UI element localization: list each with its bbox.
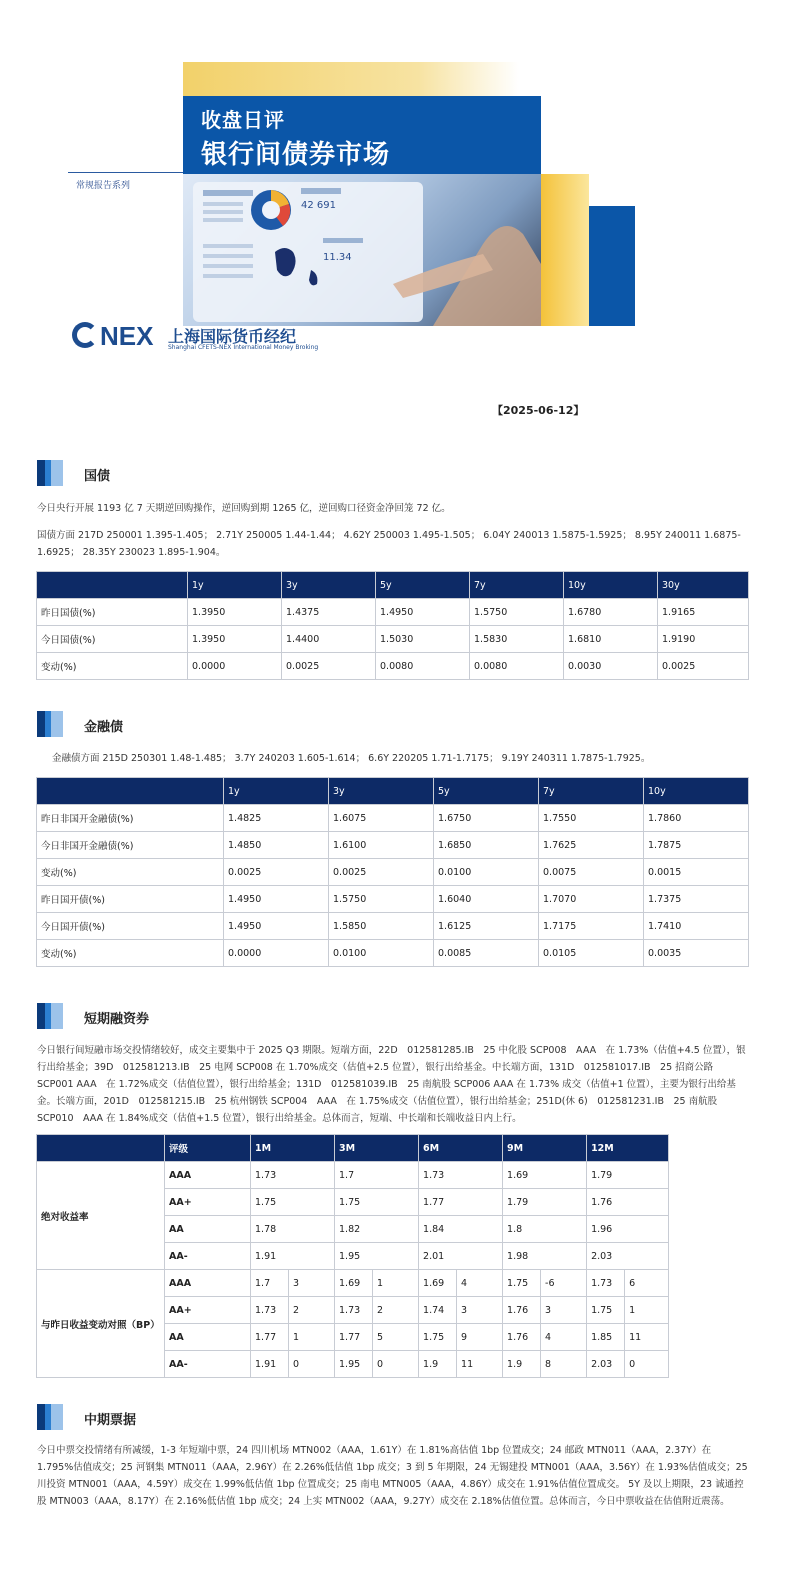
table-header-cell: 1y [188,572,282,599]
table-cell: 1.91 [251,1243,335,1270]
govt-bond-yield-table [36,571,749,680]
table-header-cell: 10y [564,572,658,599]
table-cell: 今日非国开金融债(%) [37,832,224,859]
table-cell: -6 [541,1270,587,1297]
svg-text:11.34: 11.34 [323,252,352,263]
rating-cell: AA [165,1216,251,1243]
table-cell: 1.4375 [282,599,376,626]
table-cell: 3 [541,1297,587,1324]
table-cell: 变动(%) [37,940,224,967]
nex-logo-icon [72,322,98,348]
table-cell: 1.73 [251,1297,289,1324]
table-cell: 1.6075 [329,805,434,832]
section-bar-icon [37,711,63,737]
mtn-commentary: 今日中票交投情绪有所减缓，1-3 年短端中票，24 四川机场 MTN002（AAA，1.61Y）在 1.81%高估值 1bp 位置成交；24 邮政 MTN011（AAA，2.37Y）在 1.795%估值成交；25 河钢集 MTN011（AAA，2.96Y）在 2.26%低估值 1bp 成交；3 到 5 年期限，24 无锡建投 MTN001（AAA，3.56Y）在 1.93%估值成交；25 川投资 MTN001（AAA，4.59Y）成交在 1.99%低估值 1bp 位置成交；25 南电 MTN005（AAA，4.86Y）成交在 1.91%估值位置成交。 5Y 及以上期限，23 诚通控股 MTN003（AAA，8.17Y）在 2.16%低估值 1bp 成交；24 上实 MTN002（AAA，9.27Y）成交在 2.18%估值位置。总体而言，今日中票收益在估值附近震荡。 [37,1445,748,1507]
table-header-cell: 5y [376,572,470,599]
table-cell: 1.7860 [644,805,749,832]
table-cell: 11 [457,1351,503,1378]
govt-bond-summary: 今日央行开展 1193 亿 7 天期逆回购操作，逆回购到期 1265 亿，逆回购口径资金净回笼 72 亿。 [37,503,451,514]
table-row [37,913,749,940]
table-cell: 1.75 [335,1189,419,1216]
table-cell: 今日国开债(%) [37,913,224,940]
table-cell: 2 [289,1297,335,1324]
table-header-cell: 1y [224,778,329,805]
company-name-en: Shanghai CFETS-NEX International Money Broking [168,344,319,351]
table-header-cell: 3M [335,1135,419,1162]
table-header-cell: 1M [251,1135,335,1162]
table-cell: 1.98 [503,1243,587,1270]
table-row [37,940,749,967]
table-cell: 0.0100 [329,940,434,967]
table-cell: 1.7070 [539,886,644,913]
table-cell: 8 [541,1351,587,1378]
table-header-cell [37,778,224,805]
table-cell: 1.6750 [434,805,539,832]
table-cell: 1.75 [587,1297,625,1324]
table-cell: 1.79 [587,1162,669,1189]
table-cell: 1.69 [503,1162,587,1189]
table-cell: 1.7625 [539,832,644,859]
report-date: 【2025-06-12】 [492,404,585,417]
financial-bond-yield-table [36,777,749,967]
table-header-cell [37,1135,165,1162]
cover-blue-accent [589,206,635,326]
table-cell: 1.6850 [434,832,539,859]
table-cell: 1.69 [335,1270,373,1297]
table-cell: 0.0030 [564,653,658,680]
table-cell: 1.7410 [644,913,749,940]
table-cell: 0.0025 [282,653,376,680]
group-label-absolute-yield: 绝对收益率 [37,1162,165,1270]
table-cell: 1.74 [419,1297,457,1324]
table-cell: 1.4400 [282,626,376,653]
section-bar-icon [37,1404,63,1430]
table-cell: 1.4950 [224,886,329,913]
table-cell: 2.03 [587,1351,625,1378]
table-cell: 2.03 [587,1243,669,1270]
table-cell: 1.9165 [658,599,749,626]
table-cell: 1.4825 [224,805,329,832]
table-cell: 昨日国债(%) [37,599,188,626]
table-cell: 0.0085 [434,940,539,967]
short-term-bill-commentary: 今日银行间短融市场交投情绪较好，成交主要集中于 2025 Q3 期限。短端方面，22D 012581285.IB 25 中化股 SCP008 AAA 在 1.73%（估值+4.5 位置），银行出给基金；39D 012581213.IB 25 电网 SCP008 在 1.70%成交（估值+2.5 位置），银行出给基金。中长端方面，131D 012581017.IB 25 招商公路 SCP001 AAA 在 1.72%成交（估值位置），银行出给基金；131D 012581039.IB 25 南航股 SCP006 AAA 在 1.73% 成交（估值+1 位置），主要为银行出给基金。长端方面，201D 012581215.IB 25 杭州钢铁 SCP004 AAA 在 1.75%成交（估值位置），银行出给基金；251D(休 6) 012581231.IB 25 南航股 SCP010 AAA 在 1.84%成交（估值+1.5 位置），银行出给基金。总体而言，短端、中长端和长端收益日内上行。 [37,1045,746,1124]
table-cell: 1.96 [587,1216,669,1243]
table-row [37,805,749,832]
table-cell: 11 [625,1324,669,1351]
table-cell: 0 [625,1351,669,1378]
table-header-cell: 7y [539,778,644,805]
table-cell: 1.75 [419,1324,457,1351]
table-cell: 1.84 [419,1216,503,1243]
table-cell: 1.6810 [564,626,658,653]
cover-title-line2: 银行间债券市场 [201,140,391,170]
company-name-cn: 上海国际货币经纪 [168,327,297,346]
table-cell: 1.7175 [539,913,644,940]
table-cell: 1.9190 [658,626,749,653]
table-cell: 1.76 [503,1297,541,1324]
table-row [37,653,749,680]
table-cell: 1.3950 [188,626,282,653]
table-cell: 0.0000 [224,940,329,967]
table-cell: 2 [373,1297,419,1324]
table-cell: 3 [289,1270,335,1297]
table-cell: 1.4850 [224,832,329,859]
cover-yellow-band [183,62,519,96]
table-cell: 1.77 [335,1324,373,1351]
rating-cell: AAA [165,1162,251,1189]
table-cell: 1.6040 [434,886,539,913]
table-cell: 1.6780 [564,599,658,626]
table-row [37,599,749,626]
table-cell: 1.79 [503,1189,587,1216]
table-header-cell: 7y [470,572,564,599]
table-cell: 1.91 [251,1351,289,1378]
table-header-cell: 30y [658,572,749,599]
table-cell: 1.76 [587,1189,669,1216]
section-title-financial-bonds: 金融债 [84,720,124,735]
table-cell: 1.69 [419,1270,457,1297]
table-cell: 1.85 [587,1324,625,1351]
rating-cell: AA- [165,1351,251,1378]
table-cell: 1.5750 [470,599,564,626]
cover-series-label: 常规报告系列 [76,181,131,191]
cover-tablet-photo [183,174,541,326]
table-cell: 0.0080 [470,653,564,680]
table-cell: 0.0105 [539,940,644,967]
table-cell: 1.95 [335,1243,419,1270]
table-cell: 1 [625,1297,669,1324]
table-cell: 今日国债(%) [37,626,188,653]
section-title-mtn: 中期票据 [84,1413,137,1428]
section-bar-icon [37,1003,63,1029]
table-cell: 1.9 [503,1351,541,1378]
govt-bond-quotes: 国债方面 217D 250001 1.395-1.405； 2.71Y 250005 1.44-1.44； 4.62Y 250003 1.495-1.505； 6.04Y 240013 1.5875-1.5925； 8.95Y 240011 1.6875-1.6925； 28.35Y 230023 1.895-1.904。 [37,530,741,558]
table-cell: 1.5830 [470,626,564,653]
table-row [37,859,749,886]
table-header-cell: 3y [282,572,376,599]
table-cell: 昨日国开债(%) [37,886,224,913]
table-cell: 1.6125 [434,913,539,940]
table-cell: 5 [373,1324,419,1351]
tablet-dashboard-image [183,174,541,326]
table-cell: 1.7 [251,1270,289,1297]
table-row [37,1162,669,1189]
table-cell: 1.8 [503,1216,587,1243]
table-cell: 1.4950 [224,913,329,940]
table-header-cell: 评级 [165,1135,251,1162]
table-cell: 变动(%) [37,653,188,680]
short-term-bill-yield-table [36,1134,669,1378]
financial-bond-quotes: 金融债方面 215D 250301 1.48-1.485； 3.7Y 240203 1.605-1.614； 6.6Y 220205 1.71-1.7175； 9.19Y 240311 1.7875-1.7925。 [52,753,651,764]
table-cell: 1.82 [335,1216,419,1243]
table-cell: 1.78 [251,1216,335,1243]
table-cell: 1.77 [419,1189,503,1216]
table-cell: 1.3950 [188,599,282,626]
rating-cell: AA [165,1324,251,1351]
table-row [37,1270,669,1297]
svg-text:42 691: 42 691 [301,200,336,211]
table-cell: 0.0025 [658,653,749,680]
table-cell: 1.6100 [329,832,434,859]
table-cell: 1.9 [419,1351,457,1378]
cover-yellow-accent [541,174,589,326]
table-cell: 1.73 [335,1297,373,1324]
table-cell: 0.0025 [329,859,434,886]
logo-text: NEX [100,321,154,351]
section-title-short-term-bills: 短期融资券 [84,1012,150,1027]
cover-series-divider [68,172,183,173]
section-bar-icon [37,460,63,486]
table-cell: 0.0025 [224,859,329,886]
table-cell: 4 [541,1324,587,1351]
table-cell: 1.7875 [644,832,749,859]
table-cell: 1.5850 [329,913,434,940]
table-cell: 1.77 [251,1324,289,1351]
rating-cell: AA+ [165,1297,251,1324]
table-header-row [37,778,749,805]
table-cell: 1.7375 [644,886,749,913]
table-cell: 1.5030 [376,626,470,653]
table-cell: 0 [373,1351,419,1378]
table-cell: 9 [457,1324,503,1351]
table-cell: 0.0100 [434,859,539,886]
table-header-cell: 12M [587,1135,669,1162]
table-header-cell: 3y [329,778,434,805]
table-header-cell: 5y [434,778,539,805]
table-cell: 1.95 [335,1351,373,1378]
table-cell: 0.0035 [644,940,749,967]
table-cell: 1.4950 [376,599,470,626]
table-cell: 变动(%) [37,859,224,886]
cover-title-line1: 收盘日评 [201,108,285,132]
table-cell: 3 [457,1297,503,1324]
table-cell: 1.73 [587,1270,625,1297]
table-cell: 1.5750 [329,886,434,913]
table-cell: 0.0015 [644,859,749,886]
rating-cell: AAA [165,1270,251,1297]
table-cell: 1.7550 [539,805,644,832]
table-row [37,626,749,653]
table-cell: 4 [457,1270,503,1297]
table-cell: 1 [289,1324,335,1351]
table-cell: 昨日非国开金融债(%) [37,805,224,832]
table-row [37,832,749,859]
rating-cell: AA- [165,1243,251,1270]
table-cell: 1 [373,1270,419,1297]
table-header-cell: 10y [644,778,749,805]
table-cell: 1.7 [335,1162,419,1189]
table-cell: 0.0000 [188,653,282,680]
table-header-cell [37,572,188,599]
section-title-govt-bonds: 国债 [84,469,111,484]
table-cell: 0.0075 [539,859,644,886]
table-cell: 0.0080 [376,653,470,680]
table-cell: 1.76 [503,1324,541,1351]
table-cell: 1.75 [251,1189,335,1216]
table-cell: 2.01 [419,1243,503,1270]
table-cell: 0 [289,1351,335,1378]
table-cell: 1.73 [251,1162,335,1189]
table-cell: 6 [625,1270,669,1297]
group-label-bp-change: 与昨日收益变动对照（BP） [37,1270,165,1378]
table-header-row [37,572,749,599]
table-header-cell: 9M [503,1135,587,1162]
table-header-cell: 6M [419,1135,503,1162]
table-cell: 1.73 [419,1162,503,1189]
table-cell: 1.75 [503,1270,541,1297]
table-header-row [37,1135,669,1162]
rating-cell: AA+ [165,1189,251,1216]
table-row [37,886,749,913]
